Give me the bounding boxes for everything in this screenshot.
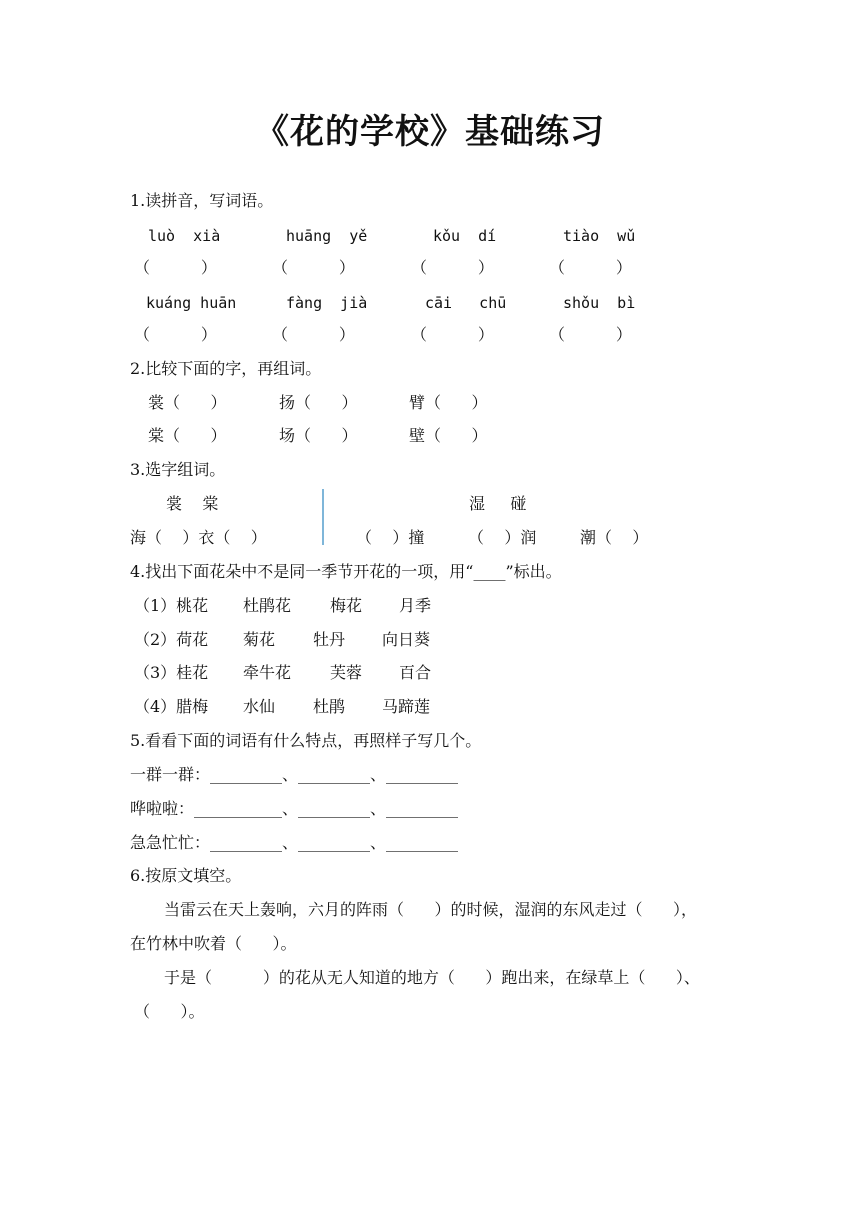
flower-item[interactable]: 马蹄莲	[382, 697, 431, 716]
answer-blank[interactable]: （ ）	[272, 325, 355, 344]
compare-item[interactable]: 场（ ）	[279, 426, 358, 445]
column-divider	[322, 489, 324, 545]
q3-left-fill[interactable]: 海（ ）衣（ ）	[130, 528, 267, 547]
q3-right-fill[interactable]: （ ）撞	[356, 528, 425, 547]
flower-item[interactable]: 杜鹃花	[243, 596, 292, 615]
pinyin-7: cāi chū	[425, 294, 507, 312]
flower-item[interactable]: 月季	[399, 596, 432, 615]
compare-item[interactable]: 棠（ ）	[148, 426, 227, 445]
page-title: 《花的学校》基础练习	[255, 112, 605, 152]
flower-item[interactable]: （4）腊梅	[134, 697, 209, 716]
flower-item[interactable]: （1）桃花	[134, 596, 209, 615]
answer-blank[interactable]: （ ）	[549, 325, 632, 344]
compare-item[interactable]: 臂（ ）	[409, 393, 488, 412]
pinyin-4: tiào wǔ	[563, 227, 636, 245]
pinyin-1: luò xià	[148, 227, 221, 245]
compare-item[interactable]: 壁（ ）	[409, 426, 488, 445]
q3-heading: 3.选字组词。	[130, 460, 226, 479]
pinyin-6: fàng jià	[286, 294, 368, 312]
answer-blank[interactable]: （ ）	[549, 258, 632, 277]
word-pattern-row[interactable]: 哗啦啦：___________、_________、_________	[130, 799, 459, 818]
word-pattern-row[interactable]: 一群一群：_________、_________、_________	[130, 765, 459, 784]
flower-item[interactable]: 菊花	[243, 630, 276, 649]
q3-right-chars: 湿 碰	[469, 494, 527, 513]
q5-heading: 5.看看下面的词语有什么特点，再照样子写几个。	[130, 731, 482, 750]
q3-right-fill[interactable]: （ ）润	[468, 528, 537, 547]
q2-heading: 2.比较下面的字，再组词。	[130, 359, 322, 378]
compare-item[interactable]: 扬（ ）	[279, 393, 358, 412]
q6-heading: 6.按原文填空。	[130, 866, 242, 885]
flower-item[interactable]: 百合	[399, 663, 432, 682]
flower-item[interactable]: 梅花	[330, 596, 363, 615]
q1-heading: 1.读拼音，写词语。	[130, 191, 274, 210]
flower-item[interactable]: 杜鹃	[313, 697, 346, 716]
answer-blank[interactable]: （ ）	[134, 325, 217, 344]
flower-item[interactable]: 向日葵	[382, 630, 431, 649]
passage-line[interactable]: 在竹林中吹着（ ）。	[130, 934, 297, 953]
pinyin-8: shǒu bì	[563, 294, 636, 312]
passage-line[interactable]: （ ）。	[134, 1002, 205, 1021]
compare-item[interactable]: 裳（ ）	[148, 393, 227, 412]
answer-blank[interactable]: （ ）	[411, 325, 494, 344]
passage-line[interactable]: 当雷云在天上轰响，六月的阵雨（ ）的时候，湿润的东风走过（ ），	[164, 900, 698, 919]
flower-item[interactable]: 水仙	[243, 697, 276, 716]
pinyin-5: kuáng huān	[146, 294, 237, 312]
answer-blank[interactable]: （ ）	[411, 258, 494, 277]
flower-item[interactable]: 牵牛花	[243, 663, 292, 682]
q3-right-fill[interactable]: 潮（ ）	[580, 528, 649, 547]
passage-line[interactable]: 于是（ ）的花从无人知道的地方（ ）跑出来，在绿草上（ ）、	[164, 968, 700, 987]
answer-blank[interactable]: （ ）	[134, 258, 217, 277]
q4-heading: 4.找出下面花朵中不是同一季节开花的一项，用“____”标出。	[130, 562, 562, 581]
word-pattern-row[interactable]: 急急忙忙：_________、_________、_________	[130, 833, 459, 852]
flower-item[interactable]: 芙蓉	[330, 663, 363, 682]
q3-left-chars: 裳 棠	[166, 494, 219, 513]
flower-item[interactable]: （3）桂花	[134, 663, 209, 682]
answer-blank[interactable]: （ ）	[272, 258, 355, 277]
pinyin-3: kǒu dí	[433, 227, 497, 245]
flower-item[interactable]: （2）荷花	[134, 630, 209, 649]
flower-item[interactable]: 牡丹	[313, 630, 346, 649]
pinyin-2: huāng yě	[286, 227, 368, 245]
